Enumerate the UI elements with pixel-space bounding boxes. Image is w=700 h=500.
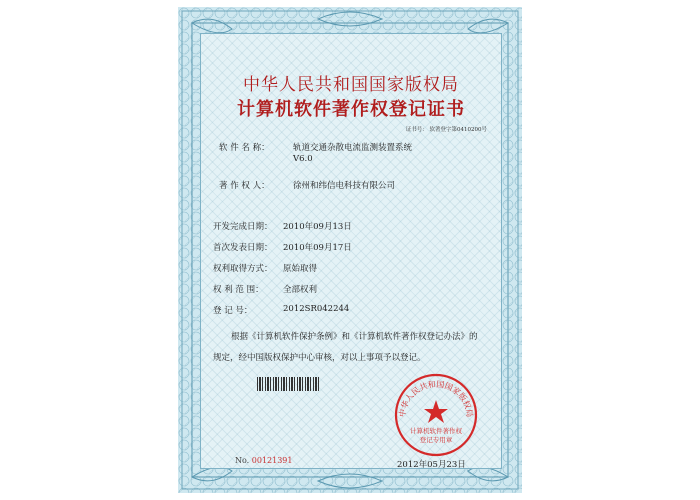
serial-number [235,456,292,465]
seal-center-text-2: 登记专用章 [419,436,453,444]
title-certificate: 计算机软件著作权登记证书 [237,99,465,120]
label-software-name: 软 件 名 称： [219,143,270,153]
value-owner: 徐州和纬信电科技有限公司 [293,181,396,191]
statement-line-2: 规定，经中国版权保护中心审核，对以上事项予以登记。 [213,353,426,363]
serial-prefix: No. [235,456,250,465]
label-owner: 著 作 权 人： [219,181,270,191]
issue-date: 2012年05月23日 [397,460,466,470]
certificate-body [200,33,502,469]
barcode [257,377,321,391]
value-acquisition: 原始取得 [283,264,318,274]
value-software-version: V6.0 [293,154,313,164]
label-scope: 权 利 范 围： [213,285,264,295]
official-seal [393,372,479,458]
label-dev-date: 开发完成日期： [213,222,273,232]
seal-center-text: 计算机软件著作权 [410,427,462,435]
seal-ring-text: 中华人民共和国国家版权局 [397,379,475,418]
value-reg-number: 2012SR042244 [283,304,350,314]
value-software-name: 轨道交通杂散电流监测装置系统 [293,143,413,153]
value-scope: 全部权利 [283,285,318,295]
certificate [178,7,522,493]
label-publish-date: 首次发表日期： [213,243,273,253]
serial-value: 00121391 [251,456,293,465]
statement-line-1: 根据《计算机软件保护条例》和《计算机软件著作权登记办法》的 [231,332,478,342]
title-authority: 中华人民共和国国家版权局 [243,75,459,95]
cert-number: 证书号： 软著登字第0410200号 [405,127,487,133]
label-acquisition: 权利取得方式： [213,264,273,274]
value-publish-date: 2010年09月17日 [283,243,352,253]
label-reg-number: 登 记 号： [213,306,253,316]
value-dev-date: 2010年09月13日 [283,222,352,232]
